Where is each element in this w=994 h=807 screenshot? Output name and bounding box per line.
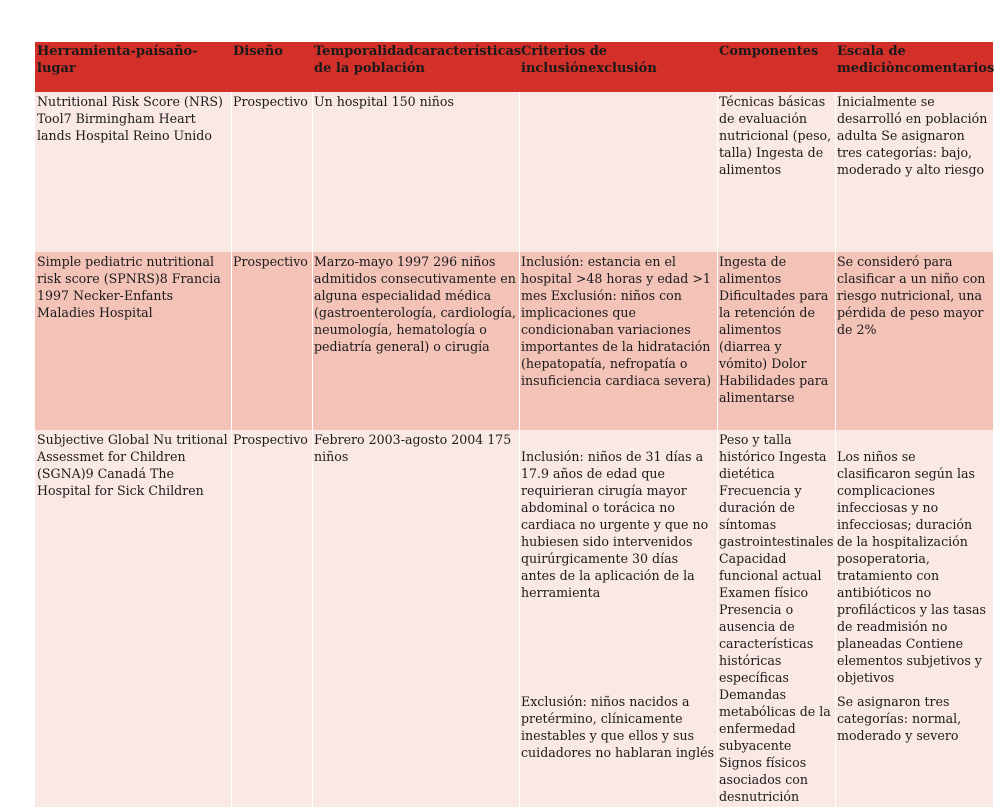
cell-tool: Nutritional Risk Score (NRS) Tool7 Birmingham Heart lands Hospital Reino Unido — [37, 94, 223, 143]
column-divider — [231, 92, 232, 807]
column-divider — [835, 92, 836, 807]
criteria-exclusion-text: Exclusión: niños nacidos a pretérmino, clínicamente inestables y que ellos y sus cuidadores no hablaran inglés — [521, 694, 715, 760]
header-scale: Escala de mediciòncomentarios — [837, 44, 994, 76]
cell-criteria: Inclusión: estancia en el hospital >48 horas y edad >1 mes Exclusión: niños con implicaciones que condicionaban variaciones importantes de la hidratación (hepatopatía, nefropatía o insuficiencia cardiaca severa) — [521, 254, 712, 388]
scale-comments-text: Los niños se clasificaron según las complicaciones infecciosas y no infecciosas; duración de la hospitalización posoperatoria, tratamiento con antibióticos no profilácticos y las tasas de readmisión no planeadas Contiene elementos subjetivos y objetivos — [837, 449, 986, 685]
cell-scale: Inicialmente se desarrolló en población adulta Se asignaron tres categorías: bajo, moderado y alto riesgo — [837, 94, 988, 177]
cell-design: Prospectivo — [233, 254, 308, 269]
cell-population: Marzo-mayo 1997 296 niños admitidos consecutivamente en alguna especialidad médica (gastroenterología, cardiología, neumología, hematología o pediatría general) o cirugía — [314, 254, 516, 354]
header-tool: Herramienta-paísaño-lugar — [37, 44, 198, 76]
table-row — [35, 252, 993, 430]
column-divider — [519, 92, 520, 807]
column-divider — [312, 92, 313, 807]
header-criteria: Criterios de inclusiónexclusión — [521, 44, 657, 76]
table-row — [35, 92, 993, 252]
cell-scale — [835, 430, 993, 807]
criteria-inclusion-text: Inclusión: niños de 31 días a 17.9 años de edad que requirieran cirugía mayor abdominal o torácica no cardiaca no urgente y que no hubiesen sido intervenidos quirúrgicamente 30 días antes de la aplicación de la herramienta — [521, 449, 709, 600]
cell-population: Febrero 2003-agosto 2004 175 niños — [314, 432, 512, 464]
header-population: Temporalidadcaracterísticas de la población — [314, 44, 522, 76]
scale-categories-text: Se asignaron tres categorías: normal, moderado y severo — [837, 694, 962, 743]
cell-tool: Simple pediatric nutritional risk score (SPNRS)8 Francia 1997 Necker-Enfants Maladies Hospital — [37, 254, 221, 320]
cell-criteria — [519, 92, 717, 252]
header-design: Diseño — [233, 44, 283, 59]
cell-population: Un hospital 150 niños — [314, 94, 454, 109]
header-components: Componentes — [719, 44, 819, 59]
table-header-row — [35, 42, 993, 92]
cell-design: Prospectivo — [233, 94, 308, 109]
cell-components: Ingesta de alimentos Dificultades para la retención de alimentos (diarrea y vómito) Dolor Habilidades para alimentarse — [719, 254, 829, 405]
column-divider — [717, 92, 718, 807]
cell-tool: Subjective Global Nu tritional Assessmet for Children (SGNA)9 Canadá The Hospital for Sick Children — [37, 432, 228, 498]
cell-scale: Se consideró para clasificar a un niño con riesgo nutricional, una pérdida de peso mayor de 2% — [837, 254, 986, 337]
table-row — [35, 430, 993, 807]
cell-components: Técnicas básicas de evaluación nutricional (peso, talla) Ingesta de alimentos — [719, 94, 832, 177]
cell-components: Peso y talla histórico Ingesta dietética Frecuencia y duración de síntomas gastrointestinales Capacidad funcional actual Examen físico Presencia o ausencia de características históricas específicas Demandas metabólicas de la enfermedad subyacente Signos físicos asociados con desnutrición — [719, 432, 834, 804]
cell-criteria — [519, 430, 717, 807]
cell-design: Prospectivo — [233, 432, 308, 447]
